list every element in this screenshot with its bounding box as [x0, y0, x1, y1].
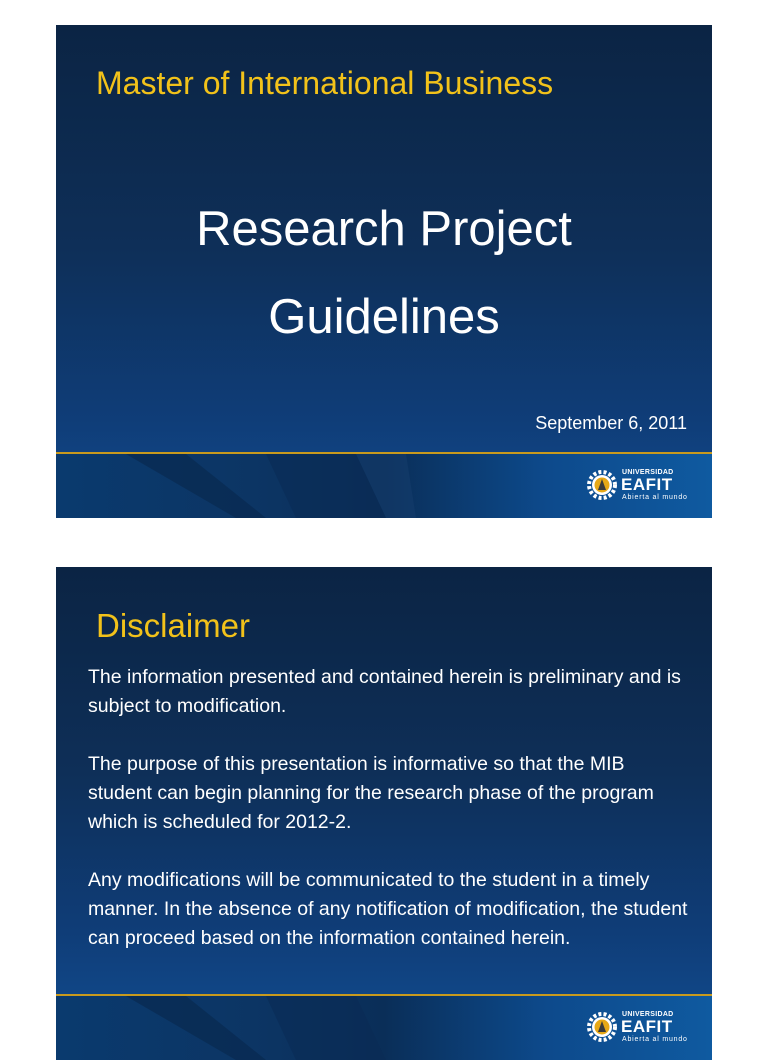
disclaimer-slide: [56, 567, 712, 1043]
title-line-2: Guidelines: [268, 290, 500, 344]
logo-text-eafit: EAFIT: [621, 1017, 673, 1036]
logo-text-universidad: UNIVERSIDAD: [622, 469, 674, 476]
page-title: [56, 185, 712, 361]
title-line-1: Research Project: [196, 202, 572, 256]
logo-text-tagline: Abierta al mundo: [622, 1036, 688, 1043]
disclaimer-paragraph: Any modifications will be communicated to the student in a timely manner. In the absence of any notification of modification, the student can proceed based on the information contained herein.: [88, 869, 688, 949]
logo-text-universidad: UNIVERSIDAD: [622, 1011, 674, 1018]
university-logo: [586, 1010, 690, 1046]
disclaimer-paragraph: The information presented and contained herein is preliminary and is subject to modification.: [88, 666, 681, 717]
slide-footer: [56, 452, 712, 518]
logo-text-eafit: EAFIT: [621, 475, 673, 494]
gear-icon: [586, 1011, 618, 1043]
gear-icon: [586, 469, 618, 501]
program-subtitle: Master of International Business: [96, 65, 554, 101]
slide-footer: [56, 994, 712, 1060]
presentation-date: September 6, 2011: [535, 413, 687, 433]
disclaimer-heading: Disclaimer: [96, 607, 251, 644]
disclaimer-paragraph: The purpose of this presentation is informative so that the MIB student can begin planning for the research phase of the program which is scheduled for 2012-2.: [88, 753, 654, 833]
logo-text-tagline: Abierta al mundo: [622, 494, 688, 501]
disclaimer-body: [88, 663, 688, 982]
university-logo: [586, 468, 690, 504]
title-slide: [56, 25, 712, 518]
